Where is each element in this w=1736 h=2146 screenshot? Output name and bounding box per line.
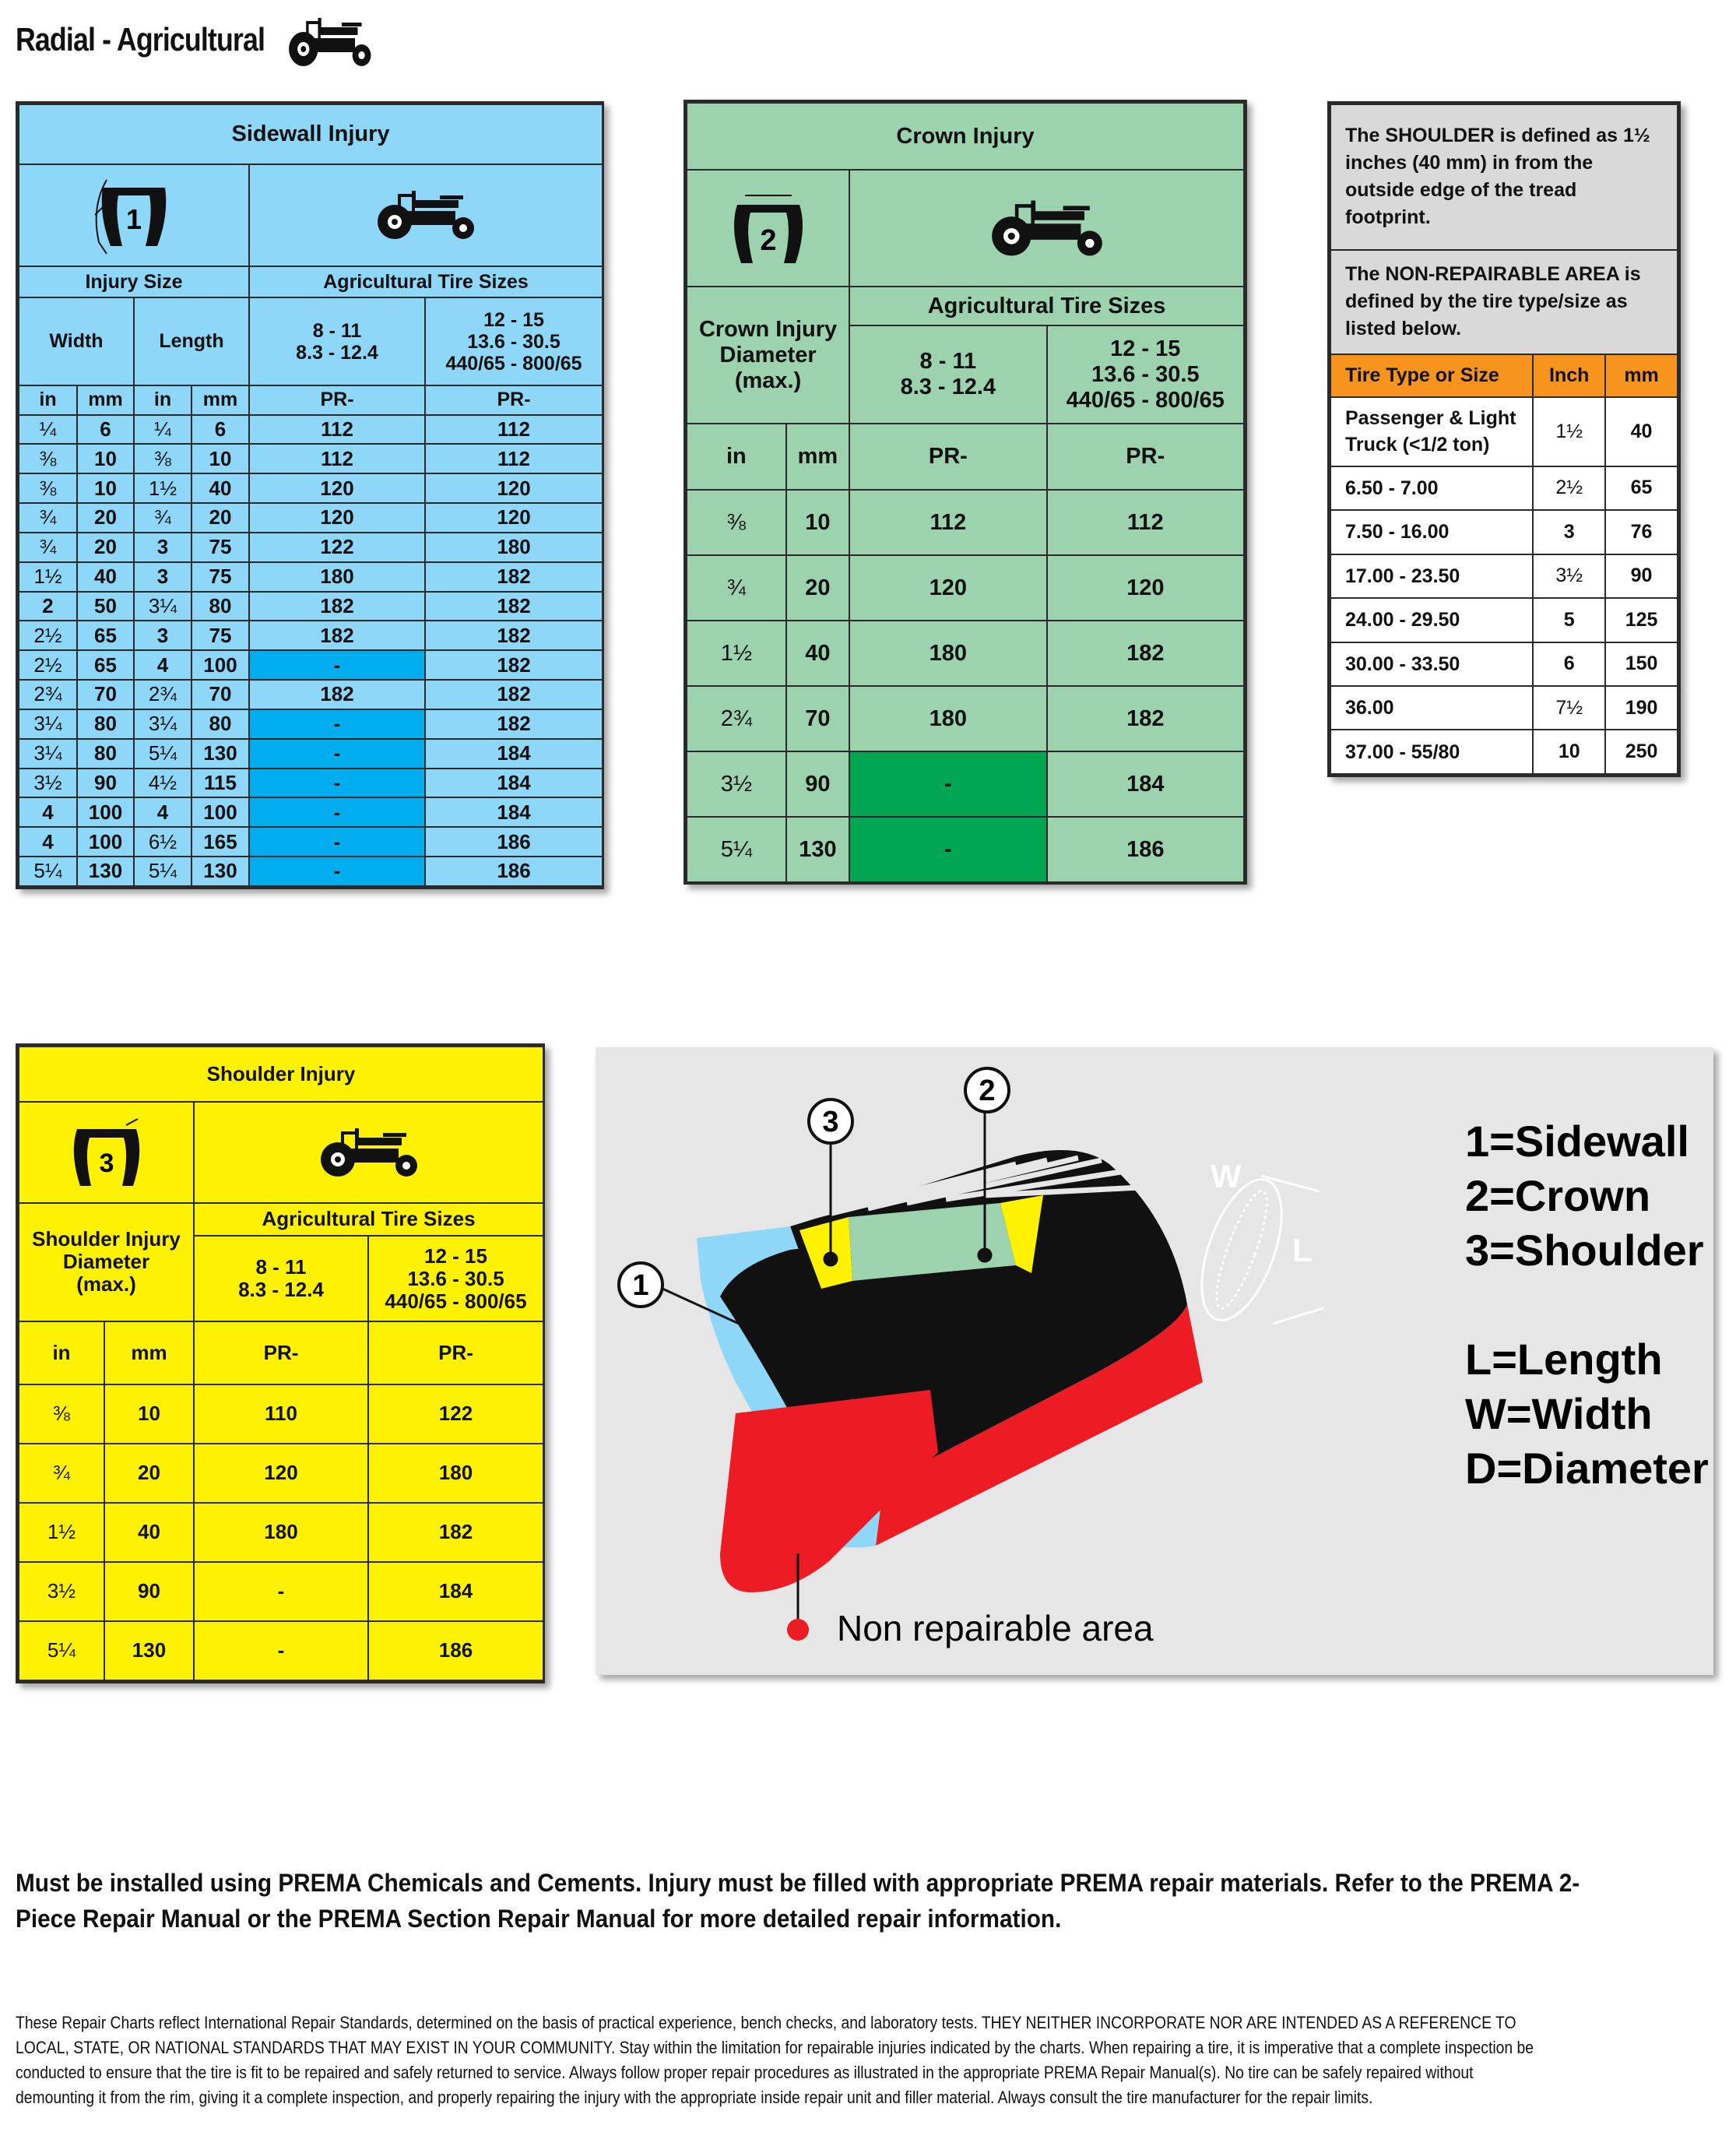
- non-repairable-mm: 125: [1605, 598, 1678, 642]
- pr-size1: 180: [849, 686, 1046, 751]
- width-mm: 10: [77, 444, 134, 473]
- tractor-icon: [283, 14, 376, 70]
- length-header: Length: [134, 297, 249, 385]
- shoulder-tractor-cell: [194, 1102, 543, 1203]
- non-repairable-inch: 3: [1533, 510, 1605, 554]
- table-row: [1330, 686, 1678, 730]
- width-mm: 80: [77, 739, 134, 769]
- disclaimer: These Repair Charts reflect International Repair Standards, determined on the basis of practical experience, bench checks, and laboratory tests. THEY NEITHER INCORPORATE NOR ARE INTENDED AS A REFERENCE TO LOCAL, STATE, OR NATIONAL STANDARDS THAT MAY EXIST IN YOUR COMMUNITY. Stay within the limitation for repairable injuries indicated by the charts. When repairing a tire, it is imperative that a complete inspection be conducted to ensure that the tire is fit to be repaired and safely returned to service. Always follow proper repair procedures as illustrated in the appropriate PREMA Repair Manual(s). No tire can be safely repaired without demounting it from the rim, giving it a complete inspection, and properly repairing the injury with the appropriate inside repair unit and filler material. Always consult the tire manufacturer for the repair limits.: [16, 2013, 1534, 2107]
- table-row: [1330, 642, 1678, 686]
- diameter-mm: 90: [104, 1562, 194, 1621]
- length-in: ¼: [134, 415, 192, 445]
- table-row: [19, 415, 603, 445]
- length-in: 2¾: [134, 680, 192, 709]
- diameter-mm: 130: [786, 817, 849, 882]
- pr-header: PR-: [849, 424, 1046, 490]
- length-in: ¾: [134, 503, 192, 533]
- length-mm: 10: [192, 444, 249, 473]
- width-mm: 20: [77, 533, 134, 562]
- length-mm: 75: [192, 533, 249, 562]
- pr-size1: 182: [249, 680, 425, 709]
- non-repairable-mm: 76: [1605, 510, 1678, 554]
- pr-size1: 110: [194, 1384, 368, 1444]
- tire-type: 30.00 - 33.50: [1330, 642, 1533, 686]
- pr-size2: 122: [368, 1384, 543, 1444]
- table-row: [19, 503, 603, 533]
- size1-header: 8 - 11 8.3 - 12.4: [249, 297, 425, 385]
- length-in: 6½: [134, 827, 192, 857]
- callout-shoulder: 3: [822, 1106, 839, 1138]
- table-row: [687, 555, 1244, 621]
- tractor-icon: [985, 197, 1109, 259]
- pr-size1: -: [194, 1621, 368, 1680]
- diameter-in: ⅜: [687, 490, 786, 555]
- width-mm: 65: [77, 621, 134, 650]
- width-mm: 130: [77, 857, 134, 886]
- crown-title: Crown Injury: [687, 103, 1244, 170]
- width-in: 5¼: [19, 857, 77, 886]
- pr-size2: 182: [425, 592, 603, 621]
- pr-size1: 182: [249, 621, 425, 650]
- length-marker: L: [1292, 1232, 1313, 1268]
- tire-section-icon: [60, 1110, 153, 1195]
- legend-width: W=Width: [1465, 1389, 1653, 1438]
- diameter-in: ¾: [687, 555, 786, 621]
- tractor-icon: [371, 188, 480, 242]
- sidewall-tractor-cell: [249, 164, 603, 266]
- ag-sizes-header: Agricultural Tire Sizes: [249, 266, 603, 297]
- crown-diameter-header: Crown Injury Diameter (max.): [687, 287, 849, 424]
- sidewall-title: Sidewall Injury: [19, 104, 603, 164]
- table-row: [19, 621, 603, 650]
- tire-cross-section: [596, 1047, 1713, 1675]
- diameter-in: 5¼: [687, 817, 786, 882]
- width-in: 1½: [19, 562, 77, 592]
- pr-size2: 182: [425, 621, 603, 650]
- table-row: [687, 751, 1244, 817]
- size1-header: 8 - 11 8.3 - 12.4: [849, 325, 1046, 424]
- pr-size1: 120: [249, 473, 425, 503]
- width-marker: W: [1211, 1158, 1242, 1194]
- pr-size2: 180: [425, 533, 603, 562]
- pr-size1: -: [849, 751, 1046, 817]
- non-repairable-inch: 2½: [1533, 466, 1605, 510]
- pr-size1: 182: [249, 592, 425, 621]
- crown-tire-cell: [687, 170, 849, 287]
- col-mm: mm: [1605, 354, 1678, 397]
- width-in: 4: [19, 797, 77, 827]
- width-header: Width: [19, 297, 134, 385]
- pr-size2: 112: [425, 415, 603, 445]
- diameter-mm: 40: [786, 621, 849, 686]
- table-row: [1330, 598, 1678, 642]
- pr-size2: 184: [425, 797, 603, 827]
- diameter-mm: 10: [786, 490, 849, 555]
- width-mm: 40: [77, 562, 134, 592]
- non-repairable-inch: 10: [1533, 730, 1605, 774]
- pr-header: PR-: [425, 385, 603, 414]
- tire-type: 37.00 - 55/80: [1330, 730, 1533, 774]
- non-repairable-definition: The NON-REPAIRABLE AREA is defined by the tire type/size as listed below.: [1330, 250, 1678, 354]
- unit-mm: mm: [77, 385, 134, 414]
- length-mm: 100: [192, 650, 249, 680]
- table-row: [19, 444, 603, 473]
- shoulder-injury-table: [16, 1043, 545, 1683]
- table-row: [19, 1503, 543, 1562]
- pr-size2: 182: [368, 1503, 543, 1562]
- width-mm: 6: [77, 415, 134, 445]
- legend-crown: 2=Crown: [1465, 1171, 1651, 1220]
- width-in: ¾: [19, 503, 77, 533]
- pr-size1: 112: [249, 444, 425, 473]
- pr-size1: 112: [849, 490, 1046, 555]
- length-in: 5¼: [134, 857, 192, 886]
- length-in: 4: [134, 797, 192, 827]
- pr-size2: 182: [425, 650, 603, 680]
- diameter-in: 3½: [687, 751, 786, 817]
- non-repairable-mm: 65: [1605, 466, 1678, 510]
- tire-type: 24.00 - 29.50: [1330, 598, 1533, 642]
- length-mm: 80: [192, 592, 249, 621]
- diameter-in: 2¾: [687, 686, 786, 751]
- installation-note: Must be installed using PREMA Chemicals and Cements. Injury must be filled with appropriate PREMA repair materials. Refer to the PREMA 2-Piece Repair Manual or the PREMA Section Repair Manual for more detailed repair information.: [16, 1869, 1580, 1933]
- sidewall-badge: 1: [125, 203, 142, 236]
- pr-size2: 186: [1047, 817, 1244, 882]
- length-mm: 80: [192, 709, 249, 739]
- pr-size2: 182: [425, 562, 603, 592]
- table-row: [19, 562, 603, 592]
- pr-size1: 120: [194, 1444, 368, 1503]
- length-in: 1½: [134, 473, 192, 503]
- length-mm: 130: [192, 739, 249, 769]
- shoulder-definition: The SHOULDER is defined as 1½ inches (40 mm) in from the outside edge of the tread footprint.: [1330, 104, 1678, 250]
- length-in: 3¼: [134, 592, 192, 621]
- length-in: ⅜: [134, 444, 192, 473]
- ag-sizes-header: Agricultural Tire Sizes: [849, 287, 1244, 325]
- callout-sidewall: 1: [632, 1269, 649, 1302]
- width-mm: 80: [77, 709, 134, 739]
- length-mm: 165: [192, 827, 249, 857]
- length-mm: 40: [192, 473, 249, 503]
- injury-size-header: Injury Size: [19, 266, 249, 297]
- length-mm: 115: [192, 769, 249, 798]
- width-in: ⅜: [19, 444, 77, 473]
- diameter-mm: 10: [104, 1384, 194, 1444]
- pr-size2: 186: [425, 827, 603, 857]
- pr-size2: 120: [425, 473, 603, 503]
- length-mm: 70: [192, 680, 249, 709]
- length-mm: 100: [192, 797, 249, 827]
- pr-size1: -: [849, 817, 1046, 882]
- table-row: [687, 621, 1244, 686]
- non-repairable-inch: 3½: [1533, 554, 1605, 598]
- pr-size1: -: [249, 797, 425, 827]
- pr-size1: 180: [249, 562, 425, 592]
- width-mm: 100: [77, 827, 134, 857]
- non-repairable-label: Non repairable area: [837, 1608, 1154, 1648]
- table-row: [19, 1562, 543, 1621]
- table-row: [19, 827, 603, 857]
- pr-header: PR-: [249, 385, 425, 414]
- shoulder-diameter-header: Shoulder Injury Diameter (max.): [19, 1203, 194, 1321]
- callout-crown: 2: [979, 1075, 996, 1107]
- width-in: ⅜: [19, 473, 77, 503]
- pr-size2: 184: [425, 739, 603, 769]
- pr-size1: -: [249, 827, 425, 857]
- pr-size2: 112: [425, 444, 603, 473]
- width-mm: 100: [77, 797, 134, 827]
- non-repairable-inch: 6: [1533, 642, 1605, 686]
- width-in: 2½: [19, 650, 77, 680]
- pr-size1: 122: [249, 533, 425, 562]
- table-row: [19, 473, 603, 503]
- tire-type: 17.00 - 23.50: [1330, 554, 1533, 598]
- length-mm: 6: [192, 415, 249, 445]
- table-row: [19, 1621, 543, 1680]
- width-mm: 10: [77, 473, 134, 503]
- length-in: 4½: [134, 769, 192, 798]
- diameter-mm: 20: [786, 555, 849, 621]
- non-repairable-inch: 7½: [1533, 686, 1605, 730]
- pr-size2: 184: [1047, 751, 1244, 817]
- sidewall-tire-cell: [19, 164, 249, 266]
- size2-header: 12 - 15 13.6 - 30.5 440/65 - 800/65: [425, 297, 603, 385]
- diameter-in: 3½: [19, 1562, 104, 1621]
- legend-shoulder: 3=Shoulder: [1465, 1226, 1704, 1275]
- pr-size1: 120: [849, 555, 1046, 621]
- diameter-in: 1½: [687, 621, 786, 686]
- unit-mm: mm: [104, 1321, 194, 1384]
- length-mm: 75: [192, 621, 249, 650]
- non-repairable-inch: 5: [1533, 598, 1605, 642]
- pr-size1: -: [194, 1562, 368, 1621]
- non-repairable-mm: 40: [1605, 397, 1678, 466]
- pr-size1: 120: [249, 503, 425, 533]
- length-in: 4: [134, 650, 192, 680]
- pr-size2: 184: [425, 769, 603, 798]
- length-mm: 20: [192, 503, 249, 533]
- legend-length: L=Length: [1465, 1335, 1663, 1384]
- col-tire-type: Tire Type or Size: [1330, 354, 1533, 397]
- ag-sizes-header: Agricultural Tire Sizes: [194, 1203, 543, 1237]
- width-in: ¼: [19, 415, 77, 445]
- table-row: [19, 680, 603, 709]
- width-mm: 70: [77, 680, 134, 709]
- legend-diameter: D=Diameter: [1465, 1444, 1709, 1493]
- pr-size2: 182: [1047, 686, 1244, 751]
- tire-diagram: [596, 1047, 1713, 1675]
- pr-size1: 180: [194, 1503, 368, 1562]
- width-in: 3½: [19, 769, 77, 798]
- unit-mm: mm: [192, 385, 249, 414]
- table-row: [19, 650, 603, 680]
- table-row: [19, 739, 603, 769]
- length-in: 3: [134, 621, 192, 650]
- diameter-in: 1½: [19, 1503, 104, 1562]
- crown-badge: 2: [759, 224, 777, 257]
- width-in: 3¼: [19, 709, 77, 739]
- tractor-icon: [315, 1125, 423, 1180]
- non-repairable-area-table: [1327, 101, 1681, 777]
- table-row: [1330, 510, 1678, 554]
- width-mm: 20: [77, 503, 134, 533]
- pr-size2: 186: [425, 857, 603, 886]
- pr-size2: 184: [368, 1562, 543, 1621]
- legend-sidewall: 1=Sidewall: [1465, 1117, 1689, 1166]
- width-in: 4: [19, 827, 77, 857]
- shoulder-title: Shoulder Injury: [19, 1047, 543, 1102]
- non-repairable-inch: 1½: [1533, 397, 1605, 466]
- width-in: 2½: [19, 621, 77, 650]
- table-row: [19, 533, 603, 562]
- diameter-mm: 70: [786, 686, 849, 751]
- table-row: [1330, 730, 1678, 774]
- diameter-mm: 20: [104, 1444, 194, 1503]
- width-mm: 50: [77, 592, 134, 621]
- unit-in: in: [19, 385, 77, 414]
- unit-in: in: [19, 1321, 104, 1384]
- pr-size1: -: [249, 709, 425, 739]
- tire-type: Passenger & Light Truck (<1/2 ton): [1330, 397, 1533, 466]
- width-in: ¾: [19, 533, 77, 562]
- col-inch: Inch: [1533, 354, 1605, 397]
- tire-type: 6.50 - 7.00: [1330, 466, 1533, 510]
- length-mm: 75: [192, 562, 249, 592]
- tire-type: 7.50 - 16.00: [1330, 510, 1533, 554]
- table-row: [1330, 466, 1678, 510]
- diameter-in: ¾: [19, 1444, 104, 1503]
- width-in: 2¾: [19, 680, 77, 709]
- pr-size2: 182: [425, 680, 603, 709]
- pr-size1: -: [249, 650, 425, 680]
- tire-section-icon: [718, 181, 819, 275]
- diameter-mm: 130: [104, 1621, 194, 1680]
- pr-size2: 120: [425, 503, 603, 533]
- width-in: 2: [19, 592, 77, 621]
- pr-size1: 180: [849, 621, 1046, 686]
- width-mm: 65: [77, 650, 134, 680]
- pr-size2: 180: [368, 1444, 543, 1503]
- width-in: 3¼: [19, 739, 77, 769]
- pr-size2: 182: [425, 709, 603, 739]
- page-title: [16, 14, 376, 70]
- table-row: [19, 1384, 543, 1444]
- table-row: [687, 686, 1244, 751]
- page-title-text: Radial - Agricultural: [16, 21, 265, 58]
- pr-size2: 112: [1047, 490, 1244, 555]
- diameter-mm: 40: [104, 1503, 194, 1562]
- pr-header: PR-: [368, 1321, 543, 1384]
- pr-size2: 182: [1047, 621, 1244, 686]
- pr-size2: 186: [368, 1621, 543, 1680]
- pr-size1: 112: [249, 415, 425, 445]
- length-mm: 130: [192, 857, 249, 886]
- unit-in: in: [134, 385, 192, 414]
- pr-size1: -: [249, 769, 425, 798]
- table-row: [19, 857, 603, 886]
- non-repairable-mm: 150: [1605, 642, 1678, 686]
- shoulder-badge: 3: [99, 1148, 114, 1178]
- crown-tractor-cell: [849, 170, 1244, 287]
- length-in: 3: [134, 562, 192, 592]
- width-mm: 90: [77, 769, 134, 798]
- length-in: 3¼: [134, 709, 192, 739]
- table-row: [1330, 554, 1678, 598]
- table-row: [19, 592, 603, 621]
- sidewall-injury-table: [16, 101, 604, 889]
- size1-header: 8 - 11 8.3 - 12.4: [194, 1236, 368, 1321]
- size2-header: 12 - 15 13.6 - 30.5 440/65 - 800/65: [1047, 325, 1244, 424]
- diameter-in: 5¼: [19, 1621, 104, 1680]
- diameter-in: ⅜: [19, 1384, 104, 1444]
- table-row: [19, 709, 603, 739]
- crown-injury-table: [684, 100, 1247, 885]
- pr-size1: -: [249, 739, 425, 769]
- shoulder-tire-cell: [19, 1102, 194, 1203]
- non-repairable-mm: 250: [1605, 730, 1678, 774]
- pr-header: PR-: [1047, 424, 1244, 490]
- table-row: [19, 1444, 543, 1503]
- unit-in: in: [687, 424, 786, 490]
- table-row: [19, 769, 603, 798]
- non-repairable-mm: 190: [1605, 686, 1678, 730]
- tire-type: 36.00: [1330, 686, 1533, 730]
- table-row: [1330, 397, 1678, 466]
- pr-size2: 120: [1047, 555, 1244, 621]
- table-row: [687, 817, 1244, 882]
- table-row: [687, 490, 1244, 555]
- length-in: 3: [134, 533, 192, 562]
- length-in: 5¼: [134, 739, 192, 769]
- pr-size1: -: [249, 857, 425, 886]
- unit-mm: mm: [786, 424, 849, 490]
- table-row: [19, 797, 603, 827]
- non-repairable-mm: 90: [1605, 554, 1678, 598]
- pr-header: PR-: [194, 1321, 368, 1384]
- diameter-mm: 90: [786, 751, 849, 817]
- tire-section-icon: [76, 168, 192, 262]
- size2-header: 12 - 15 13.6 - 30.5 440/65 - 800/65: [368, 1236, 543, 1321]
